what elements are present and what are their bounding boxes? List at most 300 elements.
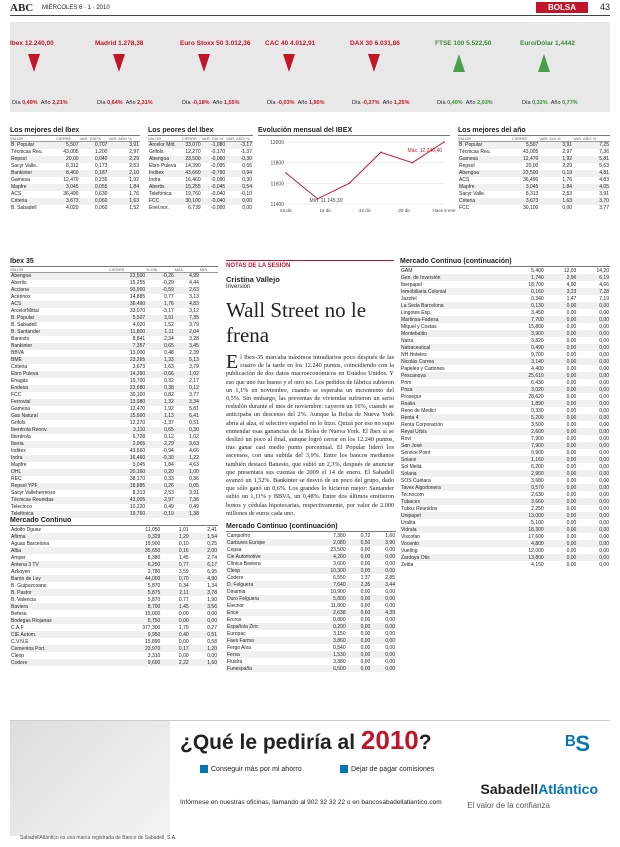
table-row — [148, 163, 253, 170]
cell: 6,95 — [207, 568, 217, 575]
table-row — [458, 142, 610, 149]
cell: 0,00 — [545, 498, 578, 505]
cell: 4,05 — [573, 184, 610, 191]
cell: Europac — [227, 630, 246, 637]
cell: 2,00 — [190, 547, 218, 554]
table-row — [226, 644, 396, 651]
table-row — [400, 393, 610, 400]
cell: 0,00 — [545, 428, 578, 435]
table-row — [400, 435, 610, 442]
cell: 1,52 — [129, 205, 139, 211]
cell: 13,080 — [109, 399, 146, 406]
checkbox-icon — [340, 765, 348, 773]
cell: Ferrovial — [10, 399, 109, 406]
cell: 0,00 — [371, 595, 396, 602]
cell: 0,77 — [178, 596, 189, 603]
cell: 1,52 — [164, 322, 174, 328]
cell: Mapfre — [11, 462, 27, 468]
table-row — [10, 399, 218, 406]
cell: REC — [11, 476, 22, 482]
table-row — [10, 156, 140, 163]
cell: 93,900 — [109, 287, 146, 294]
cell: 33,070 — [182, 142, 202, 149]
cell: Mapfre — [458, 184, 512, 191]
cell: Realia — [400, 400, 506, 407]
cell: 0,60 — [347, 609, 372, 616]
table-row — [226, 651, 396, 658]
cell: 1,92 — [539, 156, 573, 163]
table-row — [226, 539, 396, 546]
ticker-item — [265, 22, 340, 112]
cell: 0,00 — [566, 477, 577, 484]
cell: 1,160 — [506, 456, 545, 463]
table-row — [400, 526, 610, 533]
cell: 0,36 — [189, 476, 199, 482]
cell: 1,45 — [161, 603, 189, 610]
cell: 3,79 — [189, 322, 199, 328]
cell: FCC — [11, 392, 22, 398]
cell: ACS — [10, 301, 109, 308]
cell: 7,36 — [175, 497, 200, 504]
table-row — [10, 177, 140, 184]
cell: 43,660 — [182, 170, 202, 177]
data-point — [412, 162, 414, 164]
cell: Inditex — [148, 170, 182, 177]
cell: Abengoa — [458, 170, 512, 177]
cell: Fersa — [226, 651, 310, 658]
arrow-up-icon — [538, 54, 550, 72]
ticker-item — [520, 22, 595, 112]
cell: 23,265 — [109, 357, 146, 364]
cell: 0,00 — [577, 484, 610, 491]
section-label: BOLSA — [536, 2, 588, 13]
cell: 0,00 — [577, 442, 610, 449]
cell: 0,00 — [385, 588, 395, 595]
x-tick-label: 22 dic — [358, 208, 372, 213]
cell: Acciona — [10, 287, 109, 294]
table-row — [400, 463, 610, 470]
col-header: VAR. DÍA % — [80, 136, 109, 142]
cell: 38,170 — [129, 476, 146, 482]
cell: 7,900 — [506, 442, 545, 449]
table-row — [226, 574, 396, 581]
cell: Vocento — [400, 540, 506, 547]
cell: 8,460 — [56, 170, 79, 177]
worst-ibex-table — [148, 136, 253, 212]
cell: Acerinox — [11, 294, 31, 300]
article-role: Inversión — [226, 284, 251, 290]
cell: Solaria — [400, 470, 506, 477]
cell: 1,37 — [360, 574, 371, 581]
cell: 18,700 — [528, 281, 544, 288]
cell: 11,800 — [109, 329, 146, 336]
cell: 7,28 — [577, 288, 610, 295]
cell: 4,66 — [599, 281, 609, 288]
cell: 0,00 — [599, 337, 609, 344]
cell: 0,200 — [310, 623, 346, 630]
cell: 2,39 — [189, 350, 199, 356]
cell: 3,820 — [531, 337, 544, 344]
table-row — [226, 567, 396, 574]
mc-left-title: Mercado Continuo — [10, 517, 218, 526]
cell: 0,50 — [347, 539, 372, 546]
cell: 0,00 — [577, 400, 610, 407]
cell: 1,38 — [175, 511, 200, 518]
max-label: Máx. 12.240,40 — [407, 148, 442, 154]
cell: 0,00 — [545, 344, 578, 351]
cell: ACS — [459, 177, 470, 183]
cell: 13,800 — [506, 554, 545, 561]
cell: Service Point — [401, 449, 431, 456]
cell: 0,00 — [566, 379, 577, 386]
table-row — [148, 184, 253, 191]
table-row — [400, 533, 610, 540]
cell: 0,00 — [545, 526, 578, 533]
cell: 44,000 — [113, 575, 161, 582]
cell: 8,313 — [132, 490, 146, 496]
col-header: VALOR — [10, 267, 109, 273]
cell: 0,66 — [242, 163, 252, 169]
data-point — [443, 141, 445, 143]
cell: -1,37 — [162, 420, 174, 426]
cell: 4,44 — [189, 280, 199, 286]
col-header: CIERRE — [109, 267, 146, 273]
cell: 0,16 — [161, 547, 189, 554]
ad-brand-2: Atlántico — [538, 781, 598, 797]
cell: 0,630 — [94, 191, 108, 197]
cell: 3,020 — [506, 386, 545, 393]
cell: 0,00 — [178, 610, 189, 617]
cell: 2,29 — [108, 156, 140, 163]
cell: 2,04 — [175, 329, 200, 336]
y-tick-label: 11600 — [270, 181, 284, 188]
cell: 6,250 — [113, 561, 161, 568]
cell: 3,13 — [189, 294, 199, 300]
table-row — [226, 595, 396, 602]
cell: 3,680 — [531, 477, 544, 484]
cell: Técnicas Reu. — [459, 149, 491, 155]
cell: Rovi — [401, 435, 412, 442]
cell: 5,507 — [56, 142, 79, 149]
cell: Befesa — [11, 610, 27, 617]
cell: -0,040 — [202, 198, 227, 205]
cell: 0,00 — [347, 595, 372, 602]
cell: 0,00 — [178, 638, 189, 645]
table-row — [10, 329, 218, 336]
cell: -0,10 — [240, 191, 252, 197]
col-header: CIERRE — [182, 136, 202, 142]
table-row — [400, 484, 610, 491]
cell: 15,255 — [182, 184, 202, 191]
cell: 0,00 — [207, 652, 217, 659]
table-row — [400, 407, 610, 414]
table-row — [226, 658, 396, 665]
table-row — [10, 547, 218, 554]
cell: Indra — [10, 455, 109, 462]
cell: Clínica Baviera — [227, 560, 261, 567]
cell: 1,92 — [129, 177, 139, 183]
table-row — [10, 322, 218, 329]
cell: 5,750 — [113, 617, 161, 624]
cell: 377,300 — [142, 624, 161, 631]
cell: GAM — [401, 267, 413, 274]
cell: 3,91 — [108, 142, 140, 149]
table-row — [10, 448, 218, 455]
cell: 3,673 — [512, 198, 539, 205]
cell: Grifols — [11, 420, 26, 426]
cell: 3,79 — [189, 364, 199, 370]
cell: Repsol YPF — [10, 483, 109, 490]
cell: Ebro Puleva — [149, 163, 177, 169]
mc-mid-table — [226, 532, 396, 672]
cell: -1,37 — [240, 149, 252, 155]
cell: 1,740 — [506, 274, 545, 281]
table-row — [10, 427, 218, 434]
cell: 0,30 — [175, 427, 200, 434]
table-row — [10, 652, 218, 659]
cell: 8,380 — [147, 554, 161, 561]
cell: Técnicas Reunidas — [10, 497, 109, 504]
mc-mid-cont: (continuación) — [289, 523, 338, 530]
cell: SOS Cuétara — [401, 477, 431, 484]
cell: 9,700 — [531, 351, 544, 358]
cell: Inmobiliaria Colonial — [400, 288, 506, 295]
cell: 10,900 — [330, 588, 346, 595]
cell: Nicolás Correa — [400, 358, 506, 365]
cell: 3,77 — [189, 392, 199, 398]
cell: 12,03 — [563, 267, 577, 274]
cell: 2,34 — [164, 336, 174, 342]
cell: 3,28 — [189, 336, 199, 342]
cell: Sacyr Valle. — [11, 163, 38, 169]
cell: 3,91 — [599, 191, 609, 197]
cell: Carbures Europe — [226, 539, 310, 546]
cell: 14,390 — [185, 163, 201, 169]
cell: Abengoa — [10, 273, 109, 280]
cell: 0,34 — [178, 582, 189, 589]
cell: 0,00 — [566, 519, 577, 526]
cell: -0,66 — [146, 371, 175, 378]
cell: 8,841 — [132, 336, 146, 342]
article-headline: Wall Street no le frena — [226, 298, 367, 347]
table-row — [400, 421, 610, 428]
col-header: VAR. AÑO % — [108, 136, 140, 142]
ticker-changes: Día -0,27% Año 1,25% — [352, 100, 410, 106]
col-header: % DÍA — [146, 267, 175, 273]
cell: 8,700 — [113, 603, 161, 610]
table-row — [400, 442, 610, 449]
table-row — [400, 358, 610, 365]
mc-right-table — [400, 267, 610, 568]
cell: 0,055 — [80, 184, 109, 191]
cell: -0,94 — [162, 448, 174, 454]
table-row — [10, 406, 218, 413]
table-row — [400, 337, 610, 344]
cell: 0,00 — [599, 449, 609, 456]
cell: 0,00 — [360, 588, 371, 595]
table-row — [10, 420, 218, 427]
table-row — [400, 554, 610, 561]
table-row — [10, 596, 218, 603]
ad-year: 2010 — [360, 725, 419, 755]
cell: B. Popular — [10, 315, 109, 322]
cell: 0,00 — [545, 484, 578, 491]
cell: 3,34 — [175, 399, 200, 406]
cell: 0,94 — [226, 170, 253, 177]
cell: 2,11 — [161, 589, 189, 596]
cell: 23,500 — [512, 170, 539, 177]
chart-svg — [258, 136, 456, 216]
cell: 6,17 — [190, 561, 218, 568]
cell: 0,00 — [545, 442, 578, 449]
ticker-changes: Día -0,03% Año 1,95% — [267, 100, 325, 106]
table-row — [226, 532, 396, 539]
cell: 0,00 — [360, 602, 371, 609]
cell: 0,65 — [146, 343, 175, 350]
cell: 1,63 — [164, 364, 174, 370]
cell: 0,00 — [599, 323, 609, 330]
cell: 3,77 — [599, 205, 609, 211]
cell: 2,29 — [562, 163, 573, 169]
cell: 0,490 — [506, 344, 545, 351]
cell: Cleop — [226, 567, 310, 574]
cell: Cementos Port. — [10, 645, 113, 652]
cell: 0,00 — [599, 547, 609, 554]
cell: Zardoya Otis — [400, 554, 506, 561]
cell: 1,33 — [146, 357, 175, 364]
cell: 0,00 — [577, 372, 610, 379]
cell: 0,48 — [164, 350, 174, 356]
cell: 1,76 — [129, 191, 139, 197]
cell: 6,500 — [310, 665, 346, 672]
cell: 18,300 — [506, 526, 545, 533]
cell: 12,470 — [129, 406, 146, 412]
table-row — [10, 568, 218, 575]
cell: 5,81 — [189, 406, 199, 412]
cell: 7,35 — [175, 315, 200, 322]
cell: Endesa — [10, 385, 109, 392]
cell: 0,00 — [599, 561, 609, 568]
cell: 3,63 — [175, 441, 200, 448]
cell: 1,00 — [175, 469, 200, 476]
data-point — [348, 183, 350, 185]
cell: 0,38 — [146, 385, 175, 392]
cell: Bankinter — [10, 343, 109, 350]
cell: 0,00 — [566, 561, 577, 568]
cell: Iberia — [10, 441, 109, 448]
cell: 1,13 — [146, 413, 175, 420]
cell: -3,17 — [162, 308, 174, 314]
cell: Tecnocom — [401, 491, 424, 498]
cell: 0,570 — [506, 484, 545, 491]
best-year-title: Los mejores del año — [458, 127, 610, 136]
cell: 5,875 — [113, 589, 161, 596]
cell: 3,045 — [512, 184, 539, 191]
cell: 0,00 — [385, 602, 395, 609]
cell: 10,300 — [310, 567, 346, 574]
cell: 0,00 — [371, 553, 396, 560]
cell: Ercros — [227, 616, 242, 623]
table-row — [458, 170, 610, 177]
ticker-changes: Día 0,64% Año 2,31% — [97, 100, 153, 106]
cell: 15,800 — [528, 323, 544, 330]
cell: 28,620 — [528, 393, 544, 400]
cell: 2,85 — [385, 574, 395, 581]
cell: FCC — [459, 205, 470, 211]
cell: 2,41 — [207, 526, 217, 533]
cell: 0,00 — [599, 505, 609, 512]
cell: 0,00 — [566, 533, 577, 540]
cell: 3,900 — [506, 330, 545, 337]
cell: 3,673 — [132, 364, 146, 370]
table-row — [10, 392, 218, 399]
cell: 0,00 — [545, 358, 578, 365]
cell: Inditex — [11, 448, 26, 454]
issue-date: MIÉRCOLES 6 · 1 · 2010 — [42, 5, 110, 11]
table-row — [10, 364, 218, 371]
table-row — [10, 371, 218, 378]
cell: 0,00 — [545, 386, 578, 393]
cell: 4,400 — [531, 365, 544, 372]
table-row — [10, 350, 218, 357]
mc-left-box — [10, 517, 218, 666]
cell: -0,170 — [210, 149, 226, 155]
cell: 2,600 — [506, 428, 545, 435]
cell: Ence — [226, 609, 310, 616]
table-row — [400, 470, 610, 477]
cell: 0,00 — [577, 414, 610, 421]
cell: 0,00 — [599, 309, 609, 316]
cell: 0,00 — [577, 386, 610, 393]
cell: 8,312 — [66, 163, 79, 169]
table-row — [400, 547, 610, 554]
cell: 1,20 — [190, 645, 218, 652]
cell: Técnicas Reu. — [11, 149, 43, 155]
table-row — [226, 546, 396, 553]
cell: 23,500 — [330, 546, 346, 553]
cell: 0,00 — [545, 540, 578, 547]
cell: 4,200 — [310, 553, 346, 560]
table-row — [10, 343, 218, 350]
page-header — [10, 2, 610, 16]
cell: 0,49 — [189, 504, 199, 510]
cell: 36,490 — [109, 301, 146, 308]
cell: 0,00 — [161, 617, 189, 624]
table-row — [400, 498, 610, 505]
cell: 20,00 — [56, 156, 79, 163]
table-row — [400, 309, 610, 316]
cell: 2,97 — [146, 497, 175, 504]
mc-mid-box — [226, 523, 396, 672]
cell: 0,12 — [175, 385, 200, 392]
cell: Bodegas Riojanas — [10, 617, 113, 624]
cell: 3,70 — [573, 198, 610, 205]
arrow-down-icon — [283, 54, 295, 72]
cell: 0,00 — [577, 428, 610, 435]
cell: 0,00 — [545, 414, 578, 421]
cell: 0,00 — [566, 463, 577, 470]
table-row — [10, 603, 218, 610]
cell: 3,140 — [506, 358, 545, 365]
cell: 0,329 — [113, 533, 161, 540]
table-row — [400, 330, 610, 337]
cell: -0,59 — [146, 287, 175, 294]
ticker-item — [435, 22, 510, 112]
cell: 6,430 — [531, 379, 544, 386]
cell: 0,00 — [385, 546, 395, 553]
cell: 0,00 — [545, 330, 578, 337]
table-row — [400, 267, 610, 274]
